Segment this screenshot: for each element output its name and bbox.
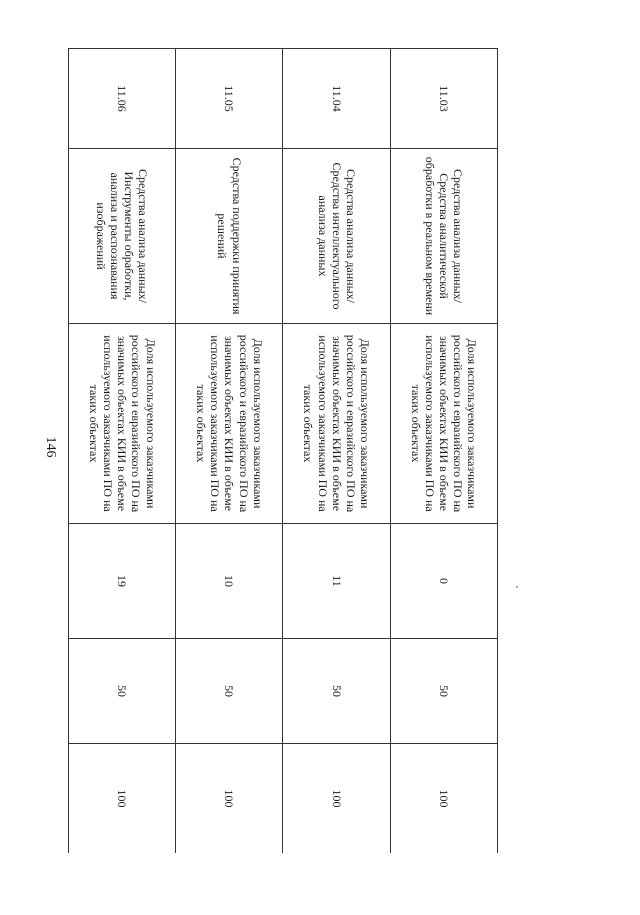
row-code: 11.03 [390,49,497,149]
table-row [283,49,390,854]
row-value-1: 11 [283,524,390,639]
row-value-2: 50 [283,639,390,744]
row-value-2: 50 [69,639,176,744]
row-software-class: Средства анализа данных/Средства аналитической обработки в реальном времени [390,149,497,324]
row-software-class: Средства анализа данных/Средства интеллектуального анализа данных [283,149,390,324]
row-value-1: 0 [390,524,497,639]
row-code: 11.05 [176,49,283,149]
table-row [69,49,176,854]
row-code: 11.06 [69,49,176,149]
scan-speck [516,586,518,588]
row-value-2: 50 [176,639,283,744]
row-code: 11.04 [283,49,390,149]
row-value-3: 100 [69,744,176,854]
row-value-3: 100 [176,744,283,854]
row-indicator: Доля используемого заказчиками российского и евразийского ПО на значимых объектах КИИ в объеме используемого заказчиками ПО на таких объектах [283,324,390,524]
rotated-table-frame [68,48,498,853]
table-row [390,49,497,854]
row-software-class: Средства поддержки принятия решений [176,149,283,324]
table-container [68,48,498,853]
table-row [176,49,283,854]
page-number: 146 [43,436,58,458]
indicators-table [68,48,498,853]
row-software-class: Средства анализа данных/Инструменты обработки, анализа и распознавания изображений [69,149,176,324]
row-value-1: 10 [176,524,283,639]
row-value-2: 50 [390,639,497,744]
row-value-1: 19 [69,524,176,639]
row-indicator: Доля используемого заказчиками российского и евразийского ПО на значимых объектах КИИ в объеме используемого заказчиками ПО на таких объектах [176,324,283,524]
row-indicator: Доля используемого заказчиками российского и евразийского ПО на значимых объектах КИИ в объеме используемого заказчиками ПО на таких объектах [390,324,497,524]
row-indicator: Доля используемого заказчиками российского и евразийского ПО на значимых объектах КИИ в объеме используемого заказчиками ПО на таких объектах [69,324,176,524]
row-value-3: 100 [390,744,497,854]
row-value-3: 100 [283,744,390,854]
